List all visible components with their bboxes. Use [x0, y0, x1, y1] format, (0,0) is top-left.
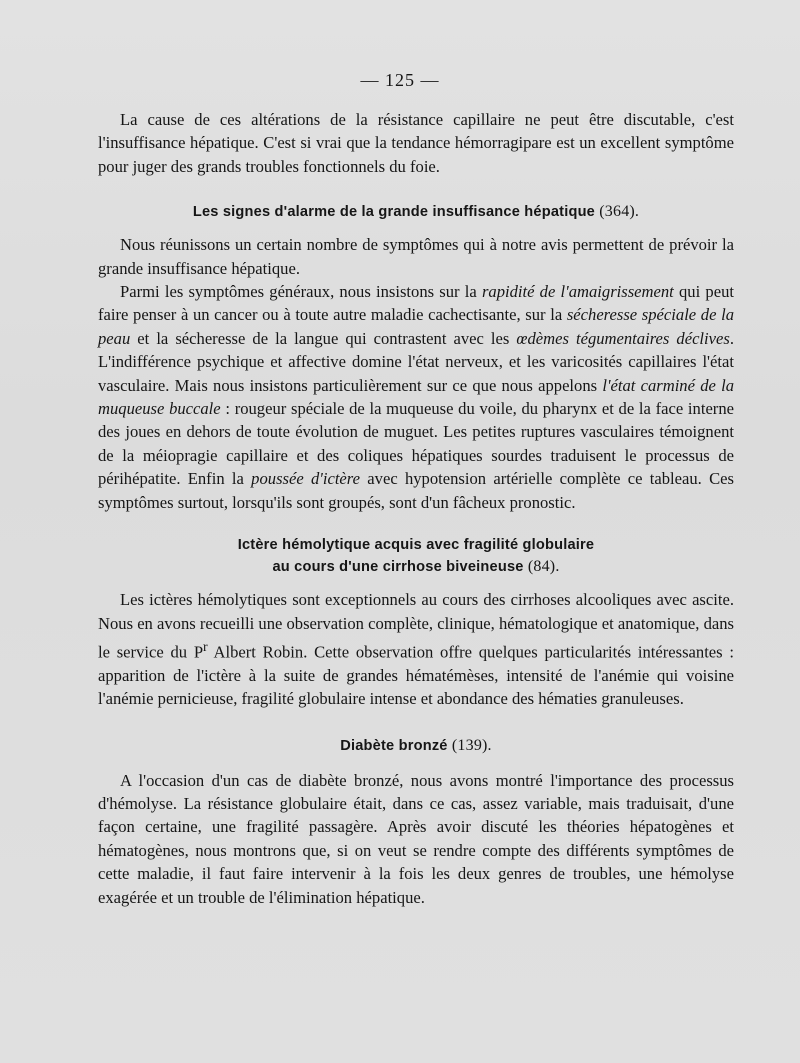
- text-run: . L'indifférence psychique et affective domine l'état nerveux, et les varicosités capillaires l'état vasculaire. Mais nous insistons particulièrement sur ce que nous appelons: [98, 328, 734, 395]
- page-number: — 125 —: [360, 70, 440, 90]
- heading-text: Les signes d'alarme de la grande insuffisance hépatique: [192, 204, 595, 221]
- heading-line-2: [98, 556, 734, 578]
- italic-term: œdèmes tégumentaires déclives: [516, 328, 730, 348]
- text-run: et la sécheresse de la langue qui contrastent avec les: [130, 328, 517, 348]
- text-run: : rougeur spéciale de la muqueuse du voile, du pharynx et de la face interne des joues en dehors de toute évolution de muguet. Les petites ruptures vasculaires témoignent de la méiopragie capillaire et des coliques hépatiques sourdes traduisent le processus de périhépatite. Enfin la: [98, 399, 734, 489]
- text-run: Parmi les symptômes généraux, nous insistons sur la: [120, 282, 482, 302]
- alarme-paragraph-2: [98, 280, 734, 514]
- intro-paragraph: La cause de ces altérations de la résistance capillaire ne peut être discutable, c'est l'insuffisance hépatique. C'est si vrai que la tendance hémorragipare est un excellent symptôme pour juger des grands troubles fonctionnels du foie.: [98, 110, 734, 176]
- heading-line-1: Ictère hémolytique acquis avec fragilité globulaire: [237, 537, 595, 554]
- italic-term: poussée d'ictère: [251, 469, 360, 489]
- reference-number: (364).: [599, 203, 640, 221]
- text-run: qui peut faire penser à un cancer ou à toute autre maladie cachectisante, sur la: [98, 282, 734, 325]
- diabete-paragraph-1: A l'occasion d'un cas de diabète bronzé, nous avons montré l'importance des processus d'hémolyse. La résistance globulaire était, dans ce cas, assez variable, mais traduisait, d'une façon certaine, une fragilité passagère. Après avoir discuté les théories hépatogènes et hématogènes, nous montrons que, si on veut se rendre compte des différents symptômes de cette maladie, il faut faire intervenir à la fois les deux genres de troubles, une hémolyse exagérée et un trouble de l'élimination hépatique.: [98, 770, 734, 907]
- superscript: r: [203, 638, 208, 654]
- reference-number: (84).: [527, 558, 560, 576]
- heading-text: au cours d'une cirrhose biveineuse: [272, 559, 524, 576]
- italic-term: sécheresse spéciale de la peau: [98, 305, 734, 348]
- heading-text: Diabète bronzé: [340, 737, 448, 754]
- section-heading-alarme: [98, 201, 734, 223]
- alarme-paragraph-1: Nous réunissons un certain nombre de symptômes qui à notre avis permettent de prévoir la grande insuffisance hépatique.: [98, 235, 734, 278]
- section-heading-ictere: [98, 534, 734, 578]
- reference-number: (139).: [451, 736, 492, 754]
- text-run: Les ictères hémolytiques sont exceptionnels au cours des cirrhoses alcooliques avec ascite. Nous en avons recueilli une observation complète, clinique, hématologique et anatomique, dans le service du P: [98, 590, 734, 662]
- text-run: avec hypotension artérielle complète ce tableau. Ces symptômes surtout, lorsqu'ils sont groupés, sont d'un fâcheux pronostic.: [98, 469, 734, 512]
- italic-term: rapidité de l'amaigrissement: [481, 282, 674, 302]
- italic-term: l'état carminé de la muqueuse buccale: [98, 375, 734, 419]
- section-heading-diabete: [98, 735, 734, 757]
- ictere-paragraph-1: [98, 588, 734, 711]
- page-content: [98, 108, 734, 909]
- text-run: Albert Robin. Cette observation offre quelques particularités intéressantes : apparition de l'ictère à la suite de grandes hématémèses, intensité de l'anémie qui voisine l'anémie pernicieuse, fragilité globulaire intense et abondance des hématies granuleuses.: [98, 642, 734, 709]
